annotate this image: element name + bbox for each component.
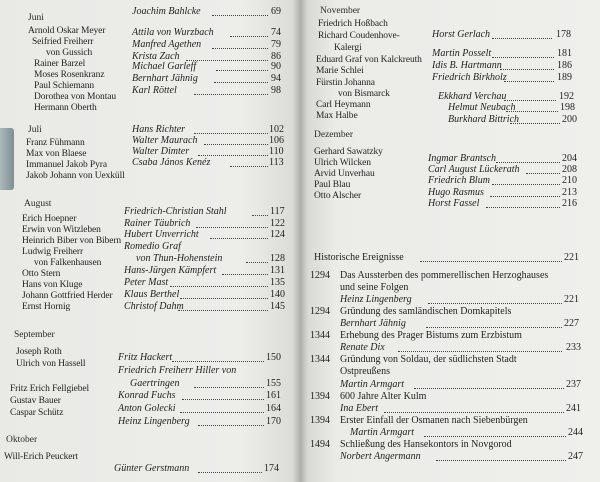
event-page: 241 xyxy=(566,403,581,414)
event-author: Ina Ebert xyxy=(340,403,379,414)
entry-title: Bernhart Jähnig xyxy=(132,73,198,84)
entry-author: Gustav Bauer xyxy=(10,396,61,406)
leader-dots xyxy=(490,196,560,197)
entry-page: 216 xyxy=(562,198,577,209)
entry-page: 86 xyxy=(271,51,281,62)
entry-title: Hugo Rasmus xyxy=(428,187,484,198)
page-clip xyxy=(0,128,14,190)
event-year: 1294 xyxy=(310,306,330,317)
event-line: 600 Jahre Alter Kulm xyxy=(340,391,427,402)
entry-title: Ekkhard Verchau xyxy=(438,91,507,102)
event-line: und seine Folgen xyxy=(340,282,409,293)
entry-title: Karl Röttel xyxy=(132,85,177,96)
entry-page: 131 xyxy=(270,265,285,276)
leader-dots xyxy=(194,94,268,95)
entry-author: Franz Fühmann xyxy=(26,138,85,148)
event-line: Gründung von Soldau, der südlichsten Stadt xyxy=(340,354,517,365)
entry-page: 198 xyxy=(560,102,575,113)
entry-title: Hans Richter xyxy=(132,124,186,135)
entry-title: Heinz Lingenberg xyxy=(118,416,190,427)
entry-page: 128 xyxy=(270,253,285,264)
leader-dots xyxy=(526,173,560,174)
leader-dots xyxy=(212,15,268,16)
entry-author: Friedrich Hoßbach xyxy=(318,19,388,29)
entry-page: 135 xyxy=(270,277,285,288)
entry-page: 124 xyxy=(270,229,285,240)
leader-dots xyxy=(504,81,554,82)
entry-author: Fürstin Johanna xyxy=(316,78,375,88)
entry-page: 192 xyxy=(559,91,574,102)
event-author: Martin Armgart xyxy=(350,427,414,438)
entry-page: 90 xyxy=(271,61,281,72)
entry-author: Fritz Erich Fellgiebel xyxy=(10,384,90,394)
entry-author: Hermann Oberth xyxy=(34,103,97,113)
leader-dots xyxy=(424,436,566,437)
leader-dots xyxy=(180,298,268,299)
entry-page: 113 xyxy=(269,157,284,168)
entry-author: Erwin von Witzleben xyxy=(22,225,101,235)
event-year: 1494 xyxy=(310,439,330,450)
leader-dots xyxy=(500,69,554,70)
leader-dots xyxy=(492,57,554,58)
entry-title: Horst Gerlach xyxy=(432,29,491,40)
entry-page: 204 xyxy=(562,153,577,164)
entry-author: Dorothea von Montau xyxy=(34,92,116,102)
entry-page: 122 xyxy=(270,218,285,229)
entry-page: 117 xyxy=(270,206,285,217)
book-gutter xyxy=(292,0,308,482)
leader-dots xyxy=(420,261,562,262)
entry-title: Rainer Täubrich xyxy=(124,218,191,229)
entry-title: Christof Dahm xyxy=(124,301,184,312)
leader-dots xyxy=(230,36,268,37)
event-page: 233 xyxy=(566,342,581,353)
entry-author: Ulrich von Hassell xyxy=(16,359,86,369)
leader-dots xyxy=(180,412,264,413)
event-author: Renate Dix xyxy=(340,342,385,353)
leader-dots xyxy=(504,100,556,101)
entry-author: Richard Coudenhove- xyxy=(318,31,400,41)
entry-page: 140 xyxy=(270,289,285,300)
entry-page: 170 xyxy=(266,416,281,427)
leader-dots xyxy=(492,38,552,39)
entry-title: Hans-Jürgen Kämpfert xyxy=(124,265,217,276)
entry-page: 189 xyxy=(557,72,572,83)
event-year: 1394 xyxy=(310,391,330,402)
event-line: Erster Einfall der Osmanen nach Siebenbürgen xyxy=(340,415,528,426)
entry-author: Paul Schiemann xyxy=(34,81,95,91)
leader-dots xyxy=(182,399,264,400)
event-line: Gründung des samländischen Domkapitels xyxy=(340,306,512,317)
leader-dots xyxy=(210,238,268,239)
month-heading: Oktober xyxy=(6,435,38,445)
section-page: 221 xyxy=(564,252,579,263)
entry-title: Walter Dimter xyxy=(132,146,190,157)
entry-author: Carl Heymann xyxy=(316,100,371,110)
entry-page: 213 xyxy=(562,187,577,198)
event-year: 1394 xyxy=(310,415,330,426)
entry-author: Rainer Barzel xyxy=(34,59,86,69)
leader-dots xyxy=(506,111,558,112)
leader-dots xyxy=(170,286,268,287)
leader-dots xyxy=(428,303,562,304)
month-heading: September xyxy=(14,330,55,340)
entry-author: Paul Blau xyxy=(314,180,351,190)
event-author: Norbert Angermann xyxy=(340,451,421,462)
entry-title: Friedrich-Christian Stahl xyxy=(124,206,227,217)
entry-title: Burkhard Bittrich xyxy=(448,114,520,125)
entry-author: Seifried Freiherr xyxy=(32,37,94,47)
leader-dots xyxy=(222,274,268,275)
entry-author: Moses Rosenkranz xyxy=(34,70,105,80)
entry-author: Max von Blaese xyxy=(26,149,87,159)
leader-dots xyxy=(486,207,560,208)
entry-title: Csaba János Kenéz xyxy=(132,157,211,168)
entry-page: 145 xyxy=(270,301,285,312)
entry-page: 210 xyxy=(562,175,577,186)
entry-author: Jakob Johann von Uexküll xyxy=(26,171,125,181)
entry-title: Peter Mast xyxy=(124,277,169,288)
leader-dots xyxy=(384,412,564,413)
entry-page: 155 xyxy=(266,378,281,389)
entry-title: Friedrich Freiherr Hiller von xyxy=(118,365,237,376)
leader-dots xyxy=(186,60,268,61)
event-page: 237 xyxy=(566,379,581,390)
entry-page: 150 xyxy=(266,352,281,363)
entry-author: Otto Stern xyxy=(22,269,61,279)
entry-author: Immanuel Jakob Pyra xyxy=(26,160,107,170)
entry-author: von Gussich xyxy=(46,48,93,58)
month-heading: August xyxy=(24,199,52,209)
entry-page: 200 xyxy=(562,114,577,125)
entry-page: 102 xyxy=(269,124,284,135)
entry-page: 178 xyxy=(556,29,571,40)
month-heading: Juli xyxy=(28,125,42,135)
leader-dots xyxy=(212,48,268,49)
leader-dots xyxy=(198,425,264,426)
entry-title: Helmut Neubach xyxy=(448,102,516,113)
entry-page: 174 xyxy=(264,463,279,474)
entry-author: Erich Hoepner xyxy=(22,214,77,224)
leader-dots xyxy=(196,227,268,228)
entry-author: Eduard Graf von Kalckreuth xyxy=(316,55,422,65)
section-heading: Historische Ereignisse xyxy=(314,252,404,263)
leader-dots xyxy=(436,460,566,461)
event-page: 244 xyxy=(568,427,583,438)
entry-author: Max Halbe xyxy=(316,111,358,121)
entry-title: Walter Maurach xyxy=(132,135,198,146)
entry-title: Friedrich Birkholz xyxy=(432,72,507,83)
entry-title: Hubert Unverricht xyxy=(124,229,199,240)
leader-dots xyxy=(216,70,268,71)
entry-author: Hans von Kluge xyxy=(22,280,83,290)
entry-author: von Falkenhausen xyxy=(34,258,102,268)
entry-author: von Bismarck xyxy=(338,89,390,99)
entry-page: 208 xyxy=(562,164,577,175)
leader-dots xyxy=(194,387,264,388)
event-line: Schließung des Hansekontors in Novgorod xyxy=(340,439,512,450)
entry-page: 74 xyxy=(271,27,281,38)
entry-page: 164 xyxy=(266,403,281,414)
leader-dots xyxy=(426,327,562,328)
leader-dots xyxy=(398,351,562,352)
entry-author: Will-Erich Peuckert xyxy=(4,452,78,462)
entry-author: Arnold Oskar Meyer xyxy=(28,26,106,36)
entry-title: Attila von Wurzbach xyxy=(132,27,214,38)
entry-title: Horst Fassel xyxy=(428,198,480,209)
entry-page: 79 xyxy=(271,39,281,50)
entry-author: Marie Schlei xyxy=(316,66,364,76)
entry-title: Martin Posselt xyxy=(432,48,492,59)
entry-author: Ernst Hornig xyxy=(22,302,71,312)
leader-dots xyxy=(198,472,262,473)
entry-title: Friedrich Blum xyxy=(428,175,490,186)
event-year: 1294 xyxy=(310,270,330,281)
leader-dots xyxy=(214,82,268,83)
leader-dots xyxy=(204,144,268,145)
entry-title: Ingmar Brantsch xyxy=(428,153,497,164)
leader-dots xyxy=(198,155,268,156)
entry-title: Klaus Berthel xyxy=(124,289,180,300)
entry-page: 98 xyxy=(271,85,281,96)
event-line: Ostpreußens xyxy=(340,366,390,377)
leader-dots xyxy=(230,166,268,167)
entry-title: Manfred Agethen xyxy=(132,39,202,50)
entry-author: Johann Gottfried Herder xyxy=(22,291,113,301)
entry-title: Idis B. Hartmann xyxy=(432,60,502,71)
entry-author: Gerhard Sawatzky xyxy=(314,147,383,157)
entry-page: 69 xyxy=(271,6,281,17)
entry-author: Ludwig Freiherr xyxy=(22,247,84,257)
entry-title: Michael Garleff xyxy=(132,61,197,72)
leader-dots xyxy=(252,215,268,216)
entry-title: von Thun-Hohenstein xyxy=(136,253,223,264)
entry-title: Anton Golecki xyxy=(118,403,176,414)
event-year: 1344 xyxy=(310,330,330,341)
event-page: 221 xyxy=(564,294,579,305)
event-author: Heinz Lingenberg xyxy=(340,294,412,305)
entry-page: 181 xyxy=(557,48,572,59)
entry-author: Joseph Roth xyxy=(16,347,62,357)
entry-title: Gaertringen xyxy=(130,378,180,389)
event-author: Martin Armgart xyxy=(340,379,404,390)
leader-dots xyxy=(510,123,560,124)
leader-dots xyxy=(172,361,264,362)
event-page: 247 xyxy=(568,451,583,462)
entry-author: Otto Alscher xyxy=(314,191,362,201)
entry-title: Carl August Lückerath xyxy=(428,164,520,175)
entry-page: 161 xyxy=(266,390,281,401)
leader-dots xyxy=(178,310,268,311)
event-year: 1344 xyxy=(310,354,330,365)
entry-title: Joachim Bahlcke xyxy=(132,6,201,17)
entry-title: Günter Gerstmann xyxy=(114,463,190,474)
entry-page: 186 xyxy=(557,60,572,71)
event-line: Erhebung des Prager Bistums zum Erzbistum xyxy=(340,330,522,341)
entry-page: 106 xyxy=(269,135,284,146)
entry-title: Romedio Graf xyxy=(124,241,181,252)
entry-title: Konrad Fuchs xyxy=(118,390,176,401)
leader-dots xyxy=(246,262,268,263)
entry-page: 94 xyxy=(271,73,281,84)
month-heading: Juni xyxy=(28,13,44,23)
entry-author: Ulrich Wilcken xyxy=(314,158,371,168)
entry-author: Kalergi xyxy=(334,43,362,53)
leader-dots xyxy=(496,162,560,163)
leader-dots xyxy=(194,133,268,134)
event-author: Bernhart Jähnig xyxy=(340,318,406,329)
month-heading: Dezember xyxy=(314,130,354,140)
entry-author: Arvid Unverhau xyxy=(314,169,375,179)
entry-page: 110 xyxy=(269,146,284,157)
entry-title: Krista Zach xyxy=(132,51,180,62)
leader-dots xyxy=(492,184,560,185)
entry-title: Fritz Hackert xyxy=(118,352,173,363)
event-page: 227 xyxy=(564,318,579,329)
event-line: Das Aussterben des pommerellischen Herzoghauses xyxy=(340,270,549,281)
month-heading: November xyxy=(320,6,361,16)
entry-author: Heinrich Biber von Bibern xyxy=(22,236,122,246)
leader-dots xyxy=(414,388,564,389)
entry-author: Caspar Schütz xyxy=(10,408,64,418)
